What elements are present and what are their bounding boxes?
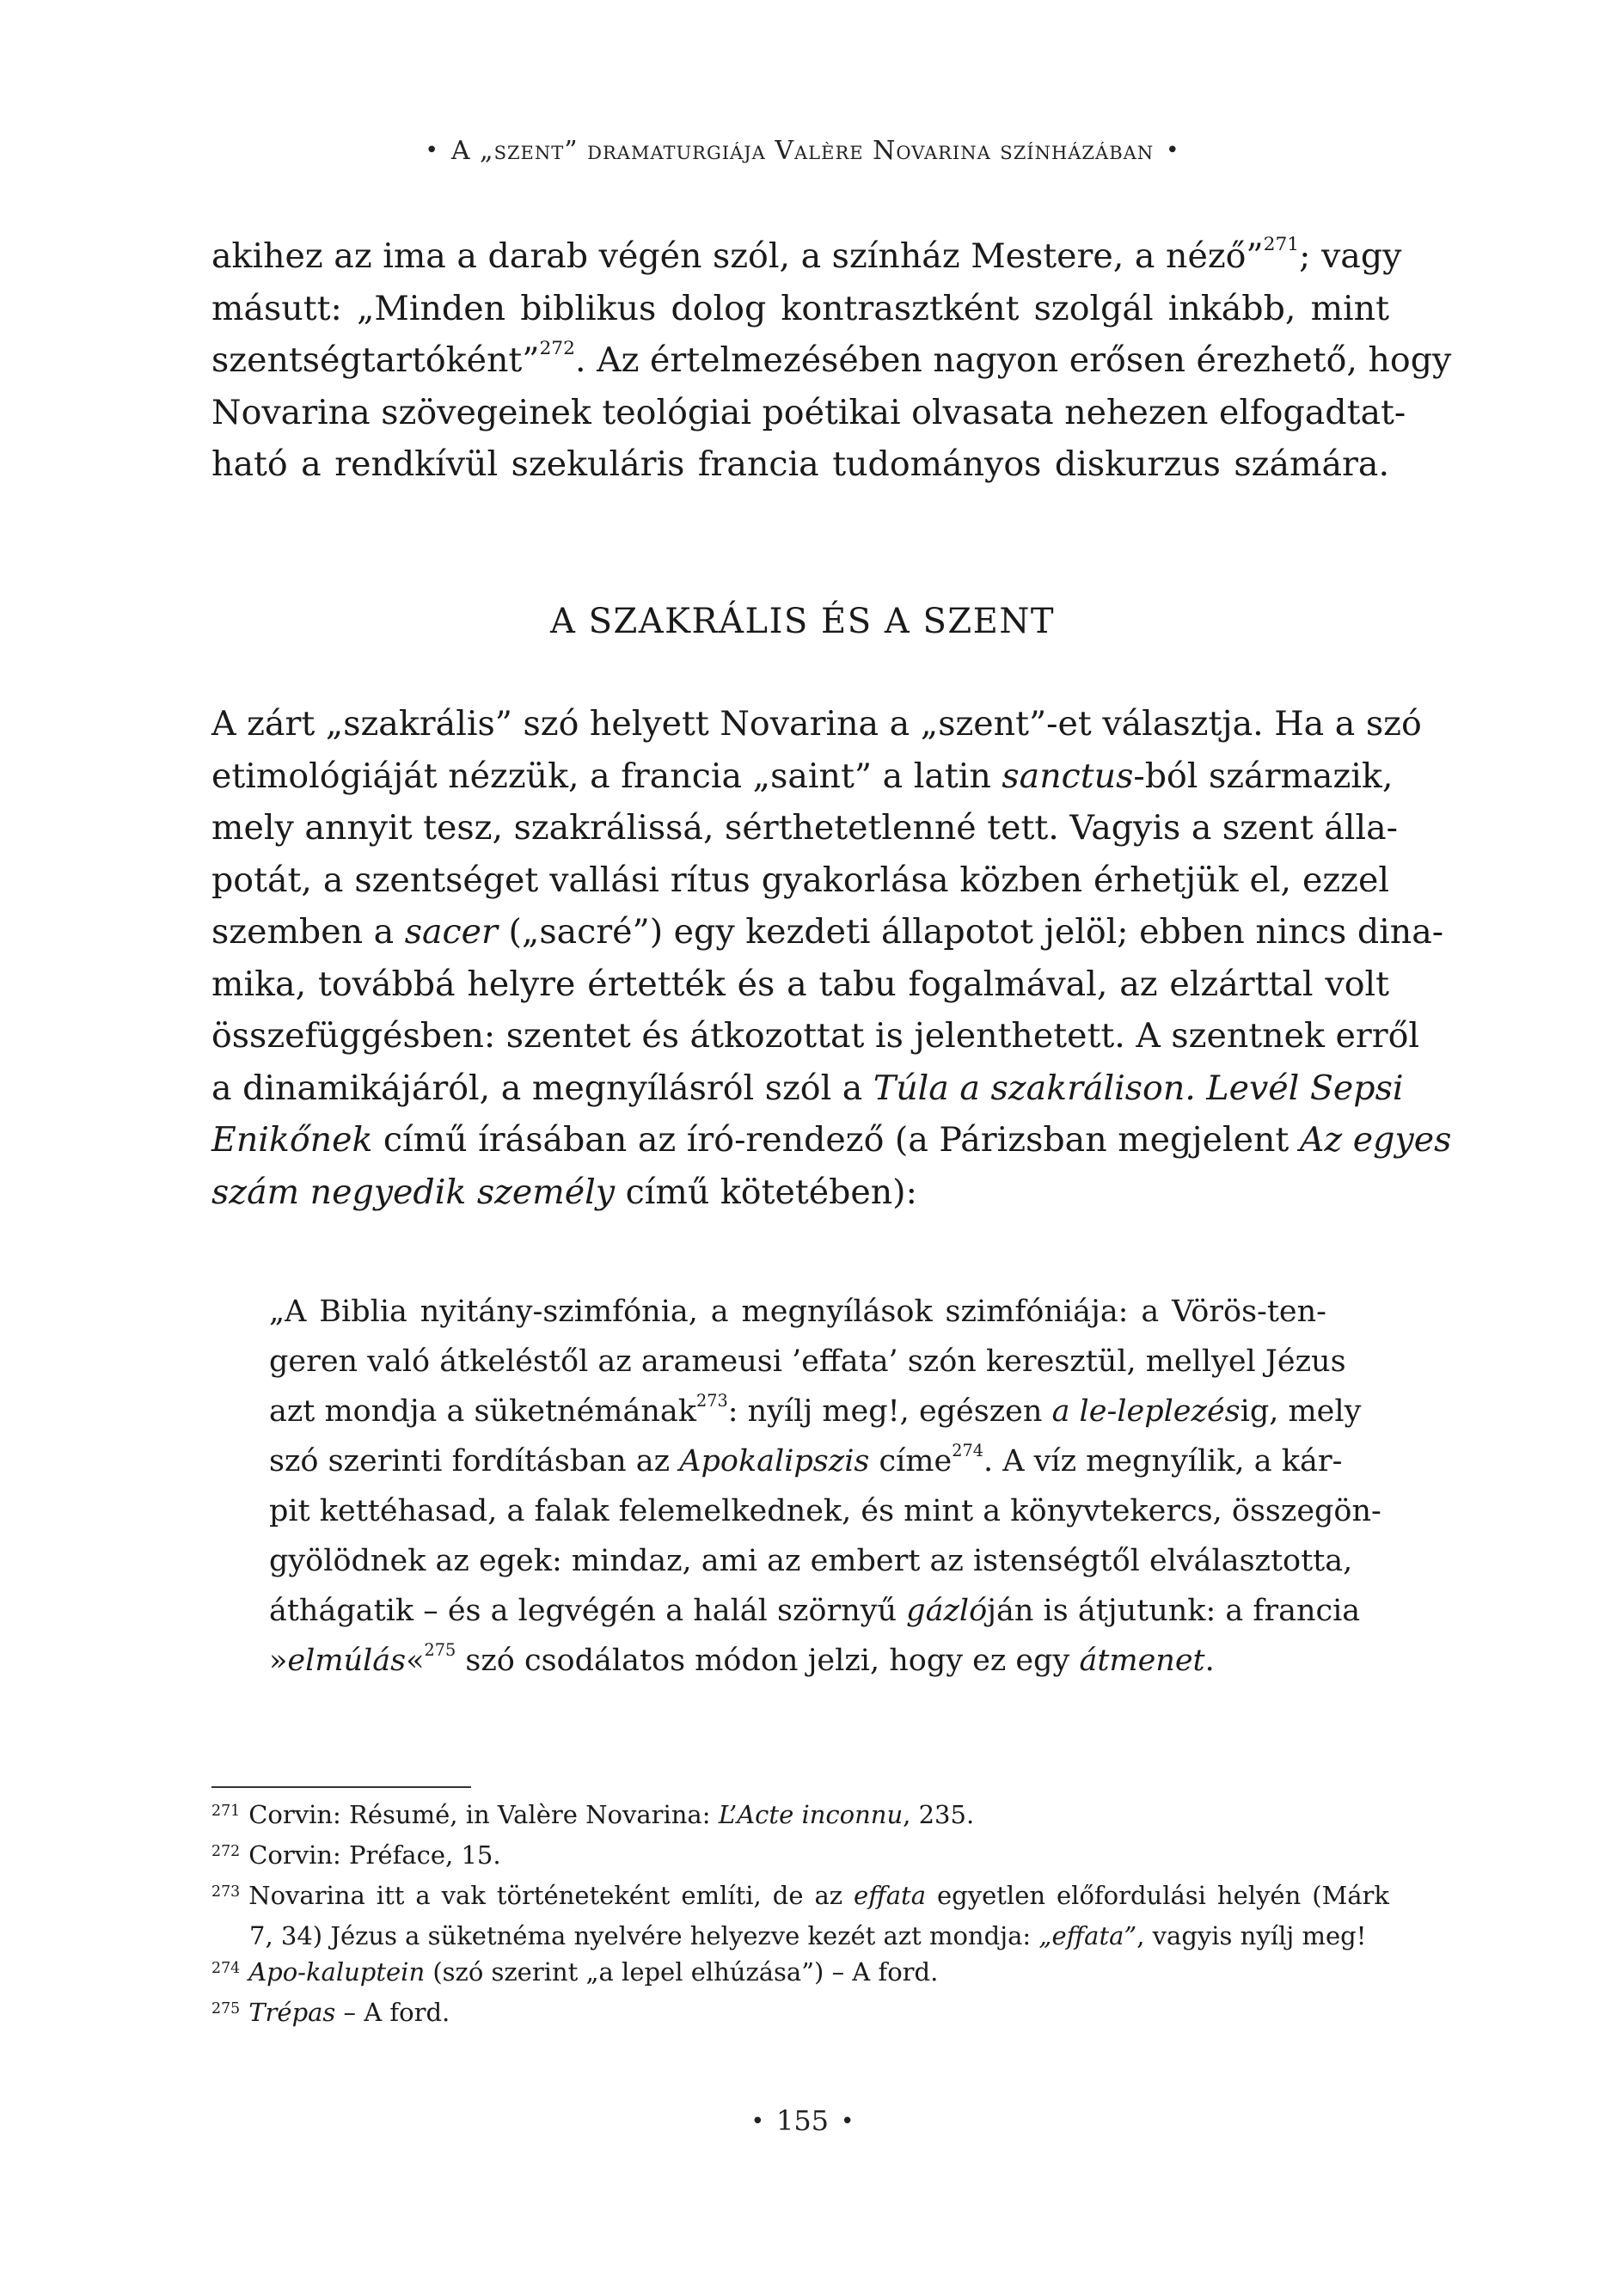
quote-line: azt mondja a süketnémának$^{273}$: nyílj meg!, egészen a le-leplezésig, mely — [269, 1390, 1362, 1429]
footnote-271: $^{271}$ Corvin: Résumé, in Valère Novarina: L’Acte inconnu, 235. — [211, 1800, 975, 1829]
bullet-ornament-left: • — [750, 2109, 764, 2134]
section-heading: A SZAKRÁLIS ÉS A SZENT — [549, 602, 1056, 641]
quote-line: szó szerinti fordításban az Apokalipszis címe$^{274}$. A víz megnyílik, a kár- — [269, 1440, 1343, 1479]
quote-line: gyölödnek az egek: mindaz, ami az embert az istenségtől elválasztotta, — [269, 1544, 1353, 1578]
footnote-number: 272 — [211, 1843, 241, 1861]
footnote-number: 273 — [211, 1883, 241, 1901]
text-line: akihez az ima a darab végén szól, a színház Mestere, a néző”$^{271}$; vagy — [211, 234, 1402, 276]
text-line: mika, továbbá helyre értették és a tabu fogalmával, az elzárttal volt — [211, 964, 1389, 1004]
footnote-ref: 275 — [424, 1639, 456, 1660]
footnote-ref: 274 — [952, 1440, 983, 1460]
footnote-number: 271 — [211, 1803, 241, 1821]
paragraph-main — [211, 698, 1452, 1218]
text-line: etimológiáját nézzük, a francia „saint” a latin sanctus-ból származik, — [211, 756, 1394, 796]
text-line: mely annyit tesz, szakrálissá, sérthetetlenné tett. Vagyis a szent álla- — [211, 808, 1398, 848]
text-line: ható a rendkívül szekuláris francia tudományos diskurzus számára. — [211, 444, 1389, 484]
running-head — [0, 136, 1605, 166]
quote-line: „A Biblia nyitány-szimfónia, a megnyílások szimfóniája: a Vörös-ten- — [269, 1295, 1326, 1329]
footnote-number: 274 — [211, 1960, 241, 1978]
footnote-272: $^{272}$ Corvin: Préface, 15. — [211, 1840, 501, 1870]
footnote-273-continued: 7, 34) Jézus a süketnéma nyelvére helyezve kezét azt mondja: „effata”, vagyis nyílj meg! — [249, 1921, 1367, 1950]
quote-line: pit kettéhasad, a falak felemelkednek, és mint a könyvtekercs, összegön- — [269, 1494, 1381, 1528]
quote-line: »elmúlás«$^{275}$ szó csodálatos módon jelzi, hogy ez egy átmenet. — [269, 1639, 1215, 1678]
text-line: Novarina szövegeinek teológiai poétikai olvasata nehezen elfogadtat- — [211, 392, 1406, 432]
bullet-ornament-right: • — [841, 2109, 855, 2134]
text-line: szemben a sacer („sacré”) egy kezdeti állapotot jelöl; ebben nincs dina- — [211, 912, 1444, 952]
bullet-ornament-right: • — [1166, 138, 1180, 163]
paragraph-intro — [211, 230, 1452, 491]
text-line: A zárt „szakrális” szó helyett Novarina a „szent”-et választja. Ha a szó — [211, 704, 1422, 744]
footnote-ref: 271 — [1263, 234, 1300, 256]
text-line: szentségtartóként”$^{272}$. Az értelmezésében nagyon erősen érezhető, hogy — [211, 338, 1452, 380]
running-head-text: A „szent” dramaturgiája Valère Novarina színházában — [450, 136, 1155, 166]
block-quote — [269, 1287, 1381, 1686]
quote-line: áthágatik – és a legvégén a halál szörnyű gázlóján is átjutunk: a francia — [269, 1594, 1361, 1628]
text-line: szám negyedik személy című kötetében): — [211, 1172, 917, 1212]
footnote-273: $^{273}$ Novarina itt a vak történeteként említi, de az effata egyetlen előfordulási helyén (Márk — [211, 1881, 1389, 1910]
text-line: potát, a szentséget vallási rítus gyakorlása közben érhetjük el, ezzel — [211, 860, 1389, 900]
page-number: 155 — [775, 2104, 830, 2137]
bullet-ornament-left: • — [425, 138, 439, 163]
footnote-number: 275 — [211, 2000, 241, 2018]
footnotes — [211, 1797, 1389, 2035]
footnote-275: $^{275}$ Trépas – A ford. — [211, 1998, 450, 2027]
footnote-ref: 273 — [695, 1390, 728, 1411]
text-line: a dinamikájáról, a megnyílásról szól a Túla a szakrálison. Levél Sepsi — [211, 1068, 1404, 1108]
quote-line: geren való átkeléstől az arameusi ’effata’ szón keresztül, mellyel Jézus — [269, 1344, 1346, 1379]
text-line: Enikőnek című írásában az író-rendező (a Párizsban megjelent Az egyes — [211, 1120, 1452, 1160]
text-line: másutt: „Minden biblikus dolog kontrasztként szolgál inkább, mint — [211, 288, 1389, 328]
footnote-rule — [211, 1786, 471, 1788]
footnote-274: $^{274}$ Apo-kaluptein (szó szerint „a lepel elhúzása”) – A ford. — [211, 1957, 939, 1987]
text-line: összefüggésben: szentet és átkozottat is jelenthetett. A szentnek erről — [211, 1016, 1420, 1056]
folio — [0, 2104, 1605, 2137]
footnote-ref: 272 — [539, 338, 575, 360]
